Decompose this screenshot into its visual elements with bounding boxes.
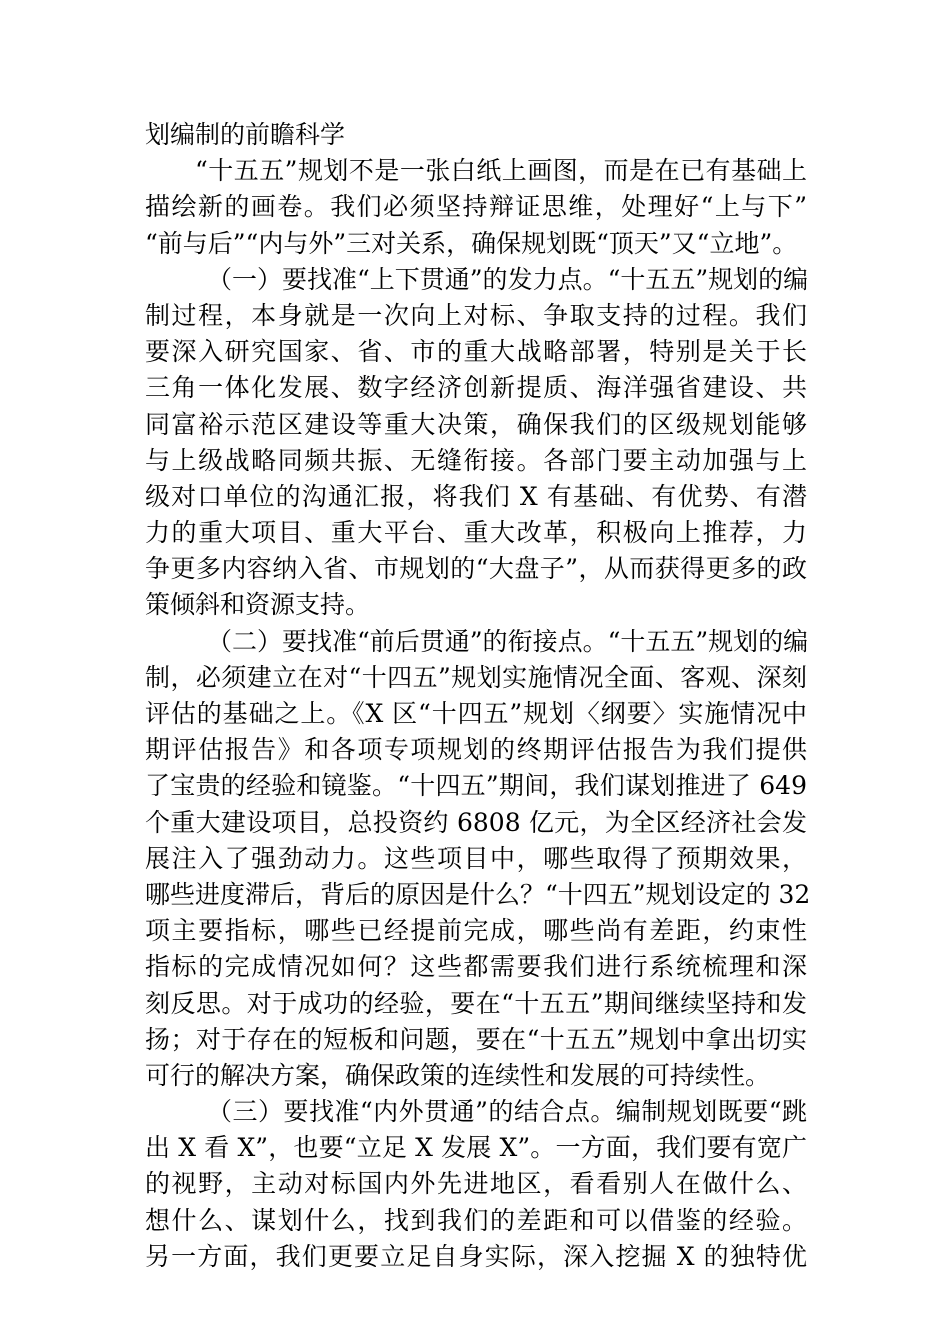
text-line: “前与后”“内与外”三对关系，确保规划既“顶天”又“立地”。 bbox=[145, 228, 798, 258]
text-line: 刻反思。对于成功的经验，要在“十五五”期间继续坚持和发 bbox=[145, 988, 807, 1018]
text-line: 扬；对于存在的短板和问题，要在“十五五”规划中拿出切实 bbox=[145, 1024, 807, 1054]
text-line: 可行的解决方案，确保政策的连续性和发展的可持续性。 bbox=[145, 1060, 771, 1090]
text-line: 策倾斜和资源支持。 bbox=[145, 590, 371, 620]
text-line: （三）要找准“内外贯通”的结合点。编制规划既要“跳 bbox=[207, 1097, 807, 1127]
text-line: 描绘新的画卷。我们必须坚持辩证思维，处理好“上与下” bbox=[145, 192, 807, 222]
text-line: 划编制的前瞻科学 bbox=[145, 120, 346, 149]
text-line: 个重大建设项目，总投资约 6808 亿元，为全区经济社会发 bbox=[145, 807, 807, 837]
text-line: 要深入研究国家、省、市的重大战略部署，特别是关于长 bbox=[145, 337, 807, 367]
text-line: 同富裕示范区建设等重大决策，确保我们的区级规划能够 bbox=[145, 409, 807, 439]
text-line: （一）要找准“上下贯通”的发力点。“十五五”规划的编 bbox=[207, 264, 809, 294]
text-line: 的视野，主动对标国内外先进地区，看看别人在做什么、 bbox=[145, 1169, 807, 1199]
text-line: 三角一体化发展、数字经济创新提质、海洋强省建设、共 bbox=[145, 373, 807, 403]
text-line: （二）要找准“前后贯通”的衔接点。“十五五”规划的编 bbox=[207, 626, 809, 656]
text-line: 争更多内容纳入省、市规划的“大盘子”，从而获得更多的政 bbox=[145, 554, 807, 584]
text-line: 想什么、谋划什么，找到我们的差距和可以借鉴的经验。 bbox=[145, 1205, 807, 1235]
document-body bbox=[145, 117, 811, 1275]
text-line: 哪些进度滞后，背后的原因是什么？“十四五”规划设定的 32 bbox=[145, 879, 811, 909]
text-line: 与上级战略同频共振、无缝衔接。各部门要主动加强与上 bbox=[145, 445, 807, 475]
text-line: 级对口单位的沟通汇报，将我们 X 有基础、有优势、有潜 bbox=[145, 481, 807, 511]
text-line: 指标的完成情况如何？这些都需要我们进行系统梳理和深 bbox=[145, 952, 807, 982]
text-line: 制，必须建立在对“十四五”规划实施情况全面、客观、深刻 bbox=[145, 662, 807, 692]
text-line: 力的重大项目、重大平台、重大改革，积极向上推荐，力 bbox=[145, 518, 807, 548]
text-line: 期评估报告》和各项专项规划的终期评估报告为我们提供 bbox=[145, 735, 807, 765]
text-line: 评估的基础之上。《X 区“十四五”规划〈纲要〉实施情况中 bbox=[145, 699, 807, 728]
text-line: 另一方面，我们更要立足自身实际，深入挖掘 X 的独特优 bbox=[145, 1241, 807, 1271]
text-line: 展注入了强劲动力。这些项目中，哪些取得了预期效果， bbox=[145, 843, 807, 873]
text-line: “十五五”规划不是一张白纸上画图，而是在已有基础上 bbox=[195, 156, 807, 186]
text-line: 项主要指标，哪些已经提前完成，哪些尚有差距，约束性 bbox=[145, 916, 807, 946]
text-line: 出 X 看 X”，也要“立足 X 发展 X”。一方面，我们要有宽广 bbox=[145, 1133, 807, 1163]
text-line: 制过程，本身就是一次向上对标、争取支持的过程。我们 bbox=[145, 300, 807, 330]
text-line: 了宝贵的经验和镜鉴。“十四五”期间，我们谋划推进了 649 bbox=[145, 771, 807, 801]
